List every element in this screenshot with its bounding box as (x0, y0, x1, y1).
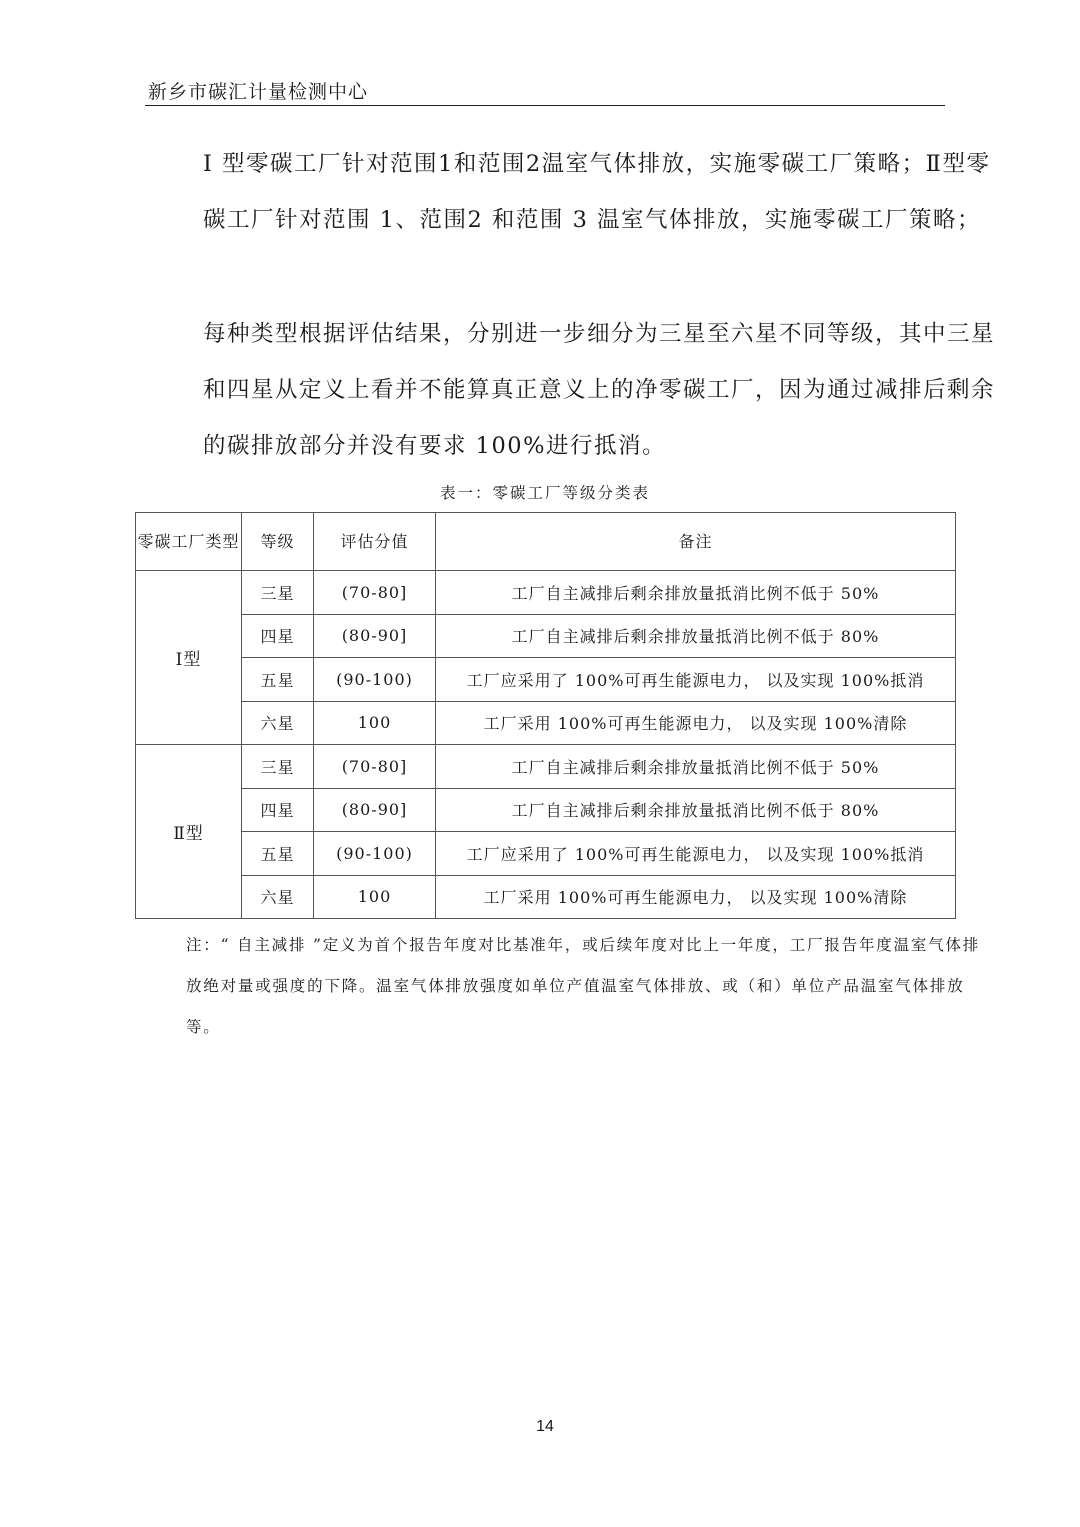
table-row (136, 614, 956, 658)
score-cell: (70-80] (314, 745, 436, 789)
score-cell: (90-100) (314, 658, 436, 702)
table-header-row (136, 513, 956, 571)
grade-cell: 五星 (242, 832, 314, 876)
paragraph-zero-carbon-types: Ⅰ 型零碳工厂针对范围1和范围2温室气体排放，实施零碳工厂策略；Ⅱ型零碳工厂针对范围 1、范围2 和范围 3 温室气体排放，实施零碳工厂策略； (203, 151, 991, 233)
grade-cell: 六星 (242, 701, 314, 745)
table-row (136, 701, 956, 745)
header-type: 零碳工厂类型 (136, 513, 242, 571)
grade-cell: 三星 (242, 745, 314, 789)
table-row (136, 875, 956, 919)
remark-cell: 工厂采用 100%可再生能源电力， 以及实现 100%清除 (436, 875, 956, 919)
grade-cell: 五星 (242, 658, 314, 702)
table-row (136, 571, 956, 615)
score-cell: (80-90] (314, 614, 436, 658)
table-row (136, 832, 956, 876)
score-cell: (80-90] (314, 788, 436, 832)
remark-cell: 工厂自主减排后剩余排放量抵消比例不低于 50% (436, 571, 956, 615)
score-cell: 100 (314, 875, 436, 919)
type-cell: Ⅰ型 (136, 571, 242, 745)
table-row (136, 745, 956, 789)
remark-cell: 工厂采用 100%可再生能源电力， 以及实现 100%清除 (436, 701, 956, 745)
score-cell: (90-100) (314, 832, 436, 876)
score-cell: 100 (314, 701, 436, 745)
remark-cell: 工厂自主减排后剩余排放量抵消比例不低于 80% (436, 788, 956, 832)
grade-cell: 四星 (242, 788, 314, 832)
table-row (136, 788, 956, 832)
table-row (136, 658, 956, 702)
paragraph-grade-subdivision: 每种类型根据评估结果，分别进一步细分为三星至六星不同等级，其中三星和四星从定义上看并不能算真正意义上的净零碳工厂，因为通过减排后剩余的碳排放部分并没有要求 100%进行抵消。 (203, 321, 996, 459)
page-header-title: 新乡市碳汇计量检测中心 (148, 81, 369, 103)
header-divider (145, 105, 945, 106)
remark-cell: 工厂自主减排后剩余排放量抵消比例不低于 80% (436, 614, 956, 658)
header-score: 评估分值 (314, 513, 436, 571)
remark-cell: 工厂自主减排后剩余排放量抵消比例不低于 50% (436, 745, 956, 789)
table-caption: 表一：零碳工厂等级分类表 (439, 484, 650, 502)
page-number: 14 (536, 1418, 554, 1435)
grade-cell: 四星 (242, 614, 314, 658)
type-cell: Ⅱ型 (136, 745, 242, 919)
header-grade: 等级 (242, 513, 314, 571)
grade-cell: 三星 (242, 571, 314, 615)
remark-cell: 工厂应采用了 100%可再生能源电力， 以及实现 100%抵消 (436, 658, 956, 702)
grade-cell: 六星 (242, 875, 314, 919)
remark-cell: 工厂应采用了 100%可再生能源电力， 以及实现 100%抵消 (436, 832, 956, 876)
header-remark: 备注 (436, 513, 956, 571)
grade-classification-table (135, 512, 956, 919)
score-cell: (70-80] (314, 571, 436, 615)
table-footnote: 注：“ 自主减排 ”定义为首个报告年度对比基准年，或后续年度对比上一年度，工厂报告年度温室气体排放绝对量或强度的下降。温室气体排放强度如单位产值温室气体排放、或（和）单位产品温室气体排放等。 (186, 936, 981, 1036)
